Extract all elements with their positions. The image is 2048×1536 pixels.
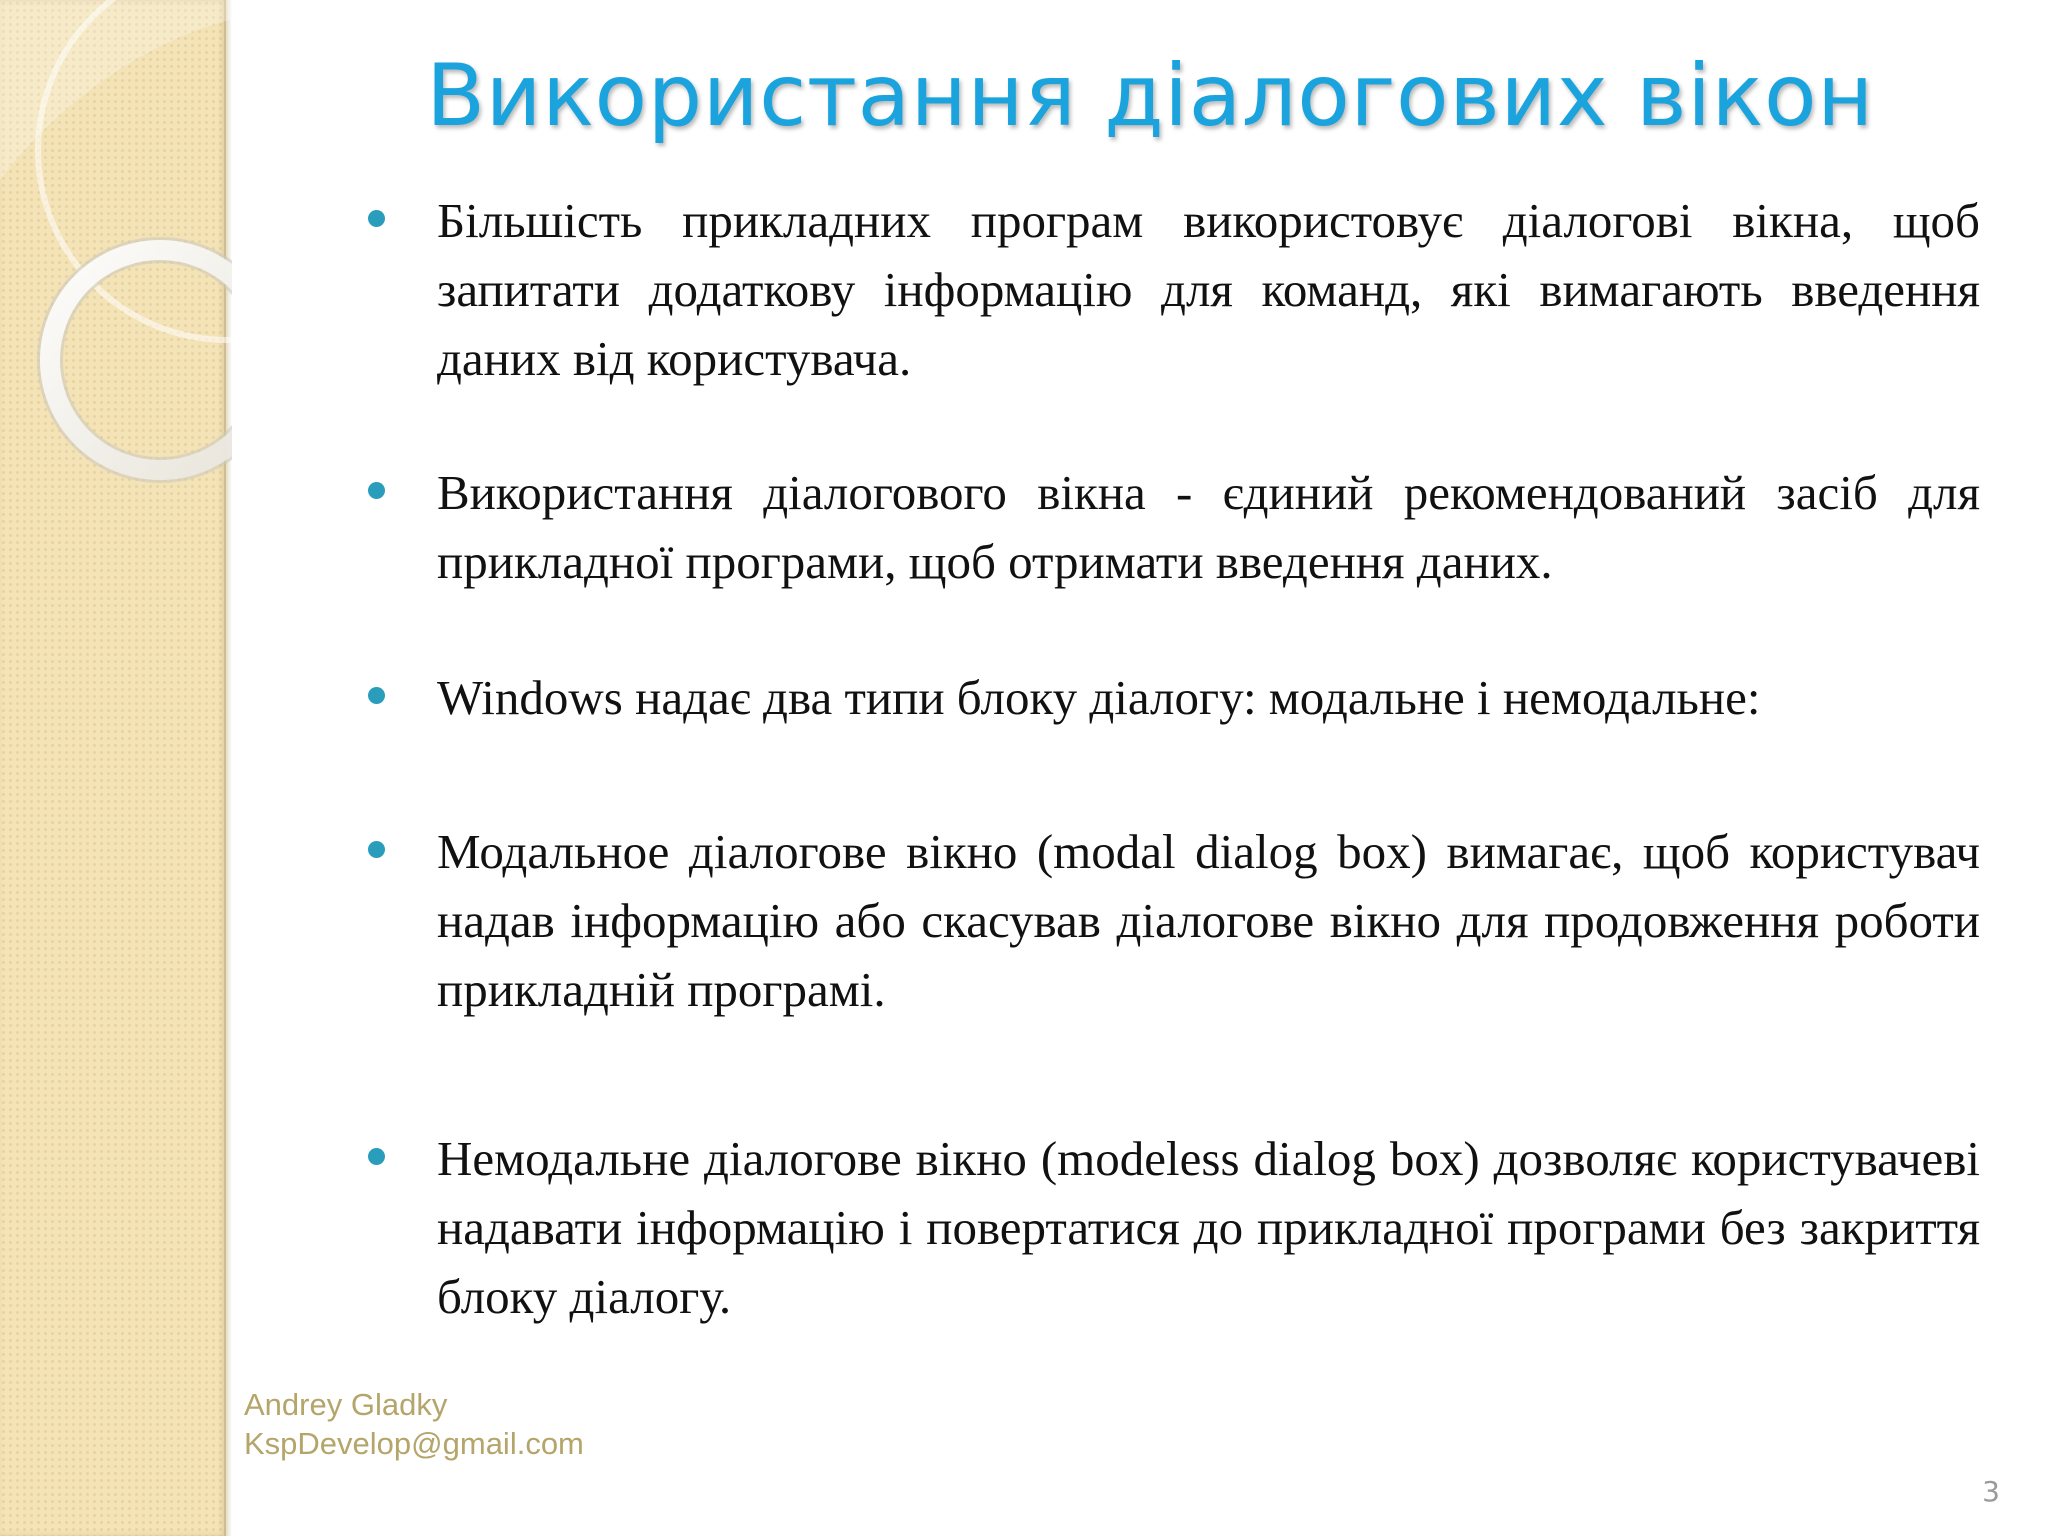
bullet-item bbox=[437, 186, 1980, 393]
author-name: Andrey Gladky bbox=[244, 1387, 448, 1422]
bullet-marker-icon bbox=[368, 1148, 385, 1165]
bullet-marker-icon bbox=[368, 482, 385, 499]
slide-title: Використання діалогових вікон bbox=[426, 46, 1874, 146]
bullet-marker-icon bbox=[368, 841, 385, 858]
bullet-item bbox=[437, 1124, 1980, 1331]
bullet-text: Більшість прикладних програм використовує діалогові вікна, щоб запитати додаткову інформацію для команд, які вимагають введення даних від користувача. bbox=[437, 193, 1980, 386]
bullet-text: Немодальне діалогове вікно (modeless dialog box) дозволяє користувачеві надавати інформацію і повертатися до прикладної програми без закриття блоку діалогу. bbox=[437, 1131, 1980, 1324]
bullet-marker-icon bbox=[368, 210, 385, 227]
author-email: KspDevelop@gmail.com bbox=[244, 1426, 584, 1461]
bullet-item bbox=[437, 663, 1980, 732]
page-number: 3 bbox=[1982, 1475, 2000, 1508]
bullet-text: Windows надає два типи блоку діалогу: модальне і немодальне: bbox=[437, 670, 1761, 725]
bullet-text: Модальное діалогове вікно (modal dialog box) вимагає, щоб користувач надав інформацію або скасував діалогове вікно для продовження роботи прикладній програмі. bbox=[437, 824, 1980, 1017]
bullet-marker-icon bbox=[368, 687, 385, 704]
bullet-item bbox=[437, 458, 1980, 596]
footer-author bbox=[244, 1385, 604, 1463]
bullet-text: Використання діалогового вікна - єдиний рекомендований засіб для прикладної програми, щоб отримати введення даних. bbox=[437, 465, 1980, 589]
bullet-item bbox=[437, 817, 1980, 1024]
